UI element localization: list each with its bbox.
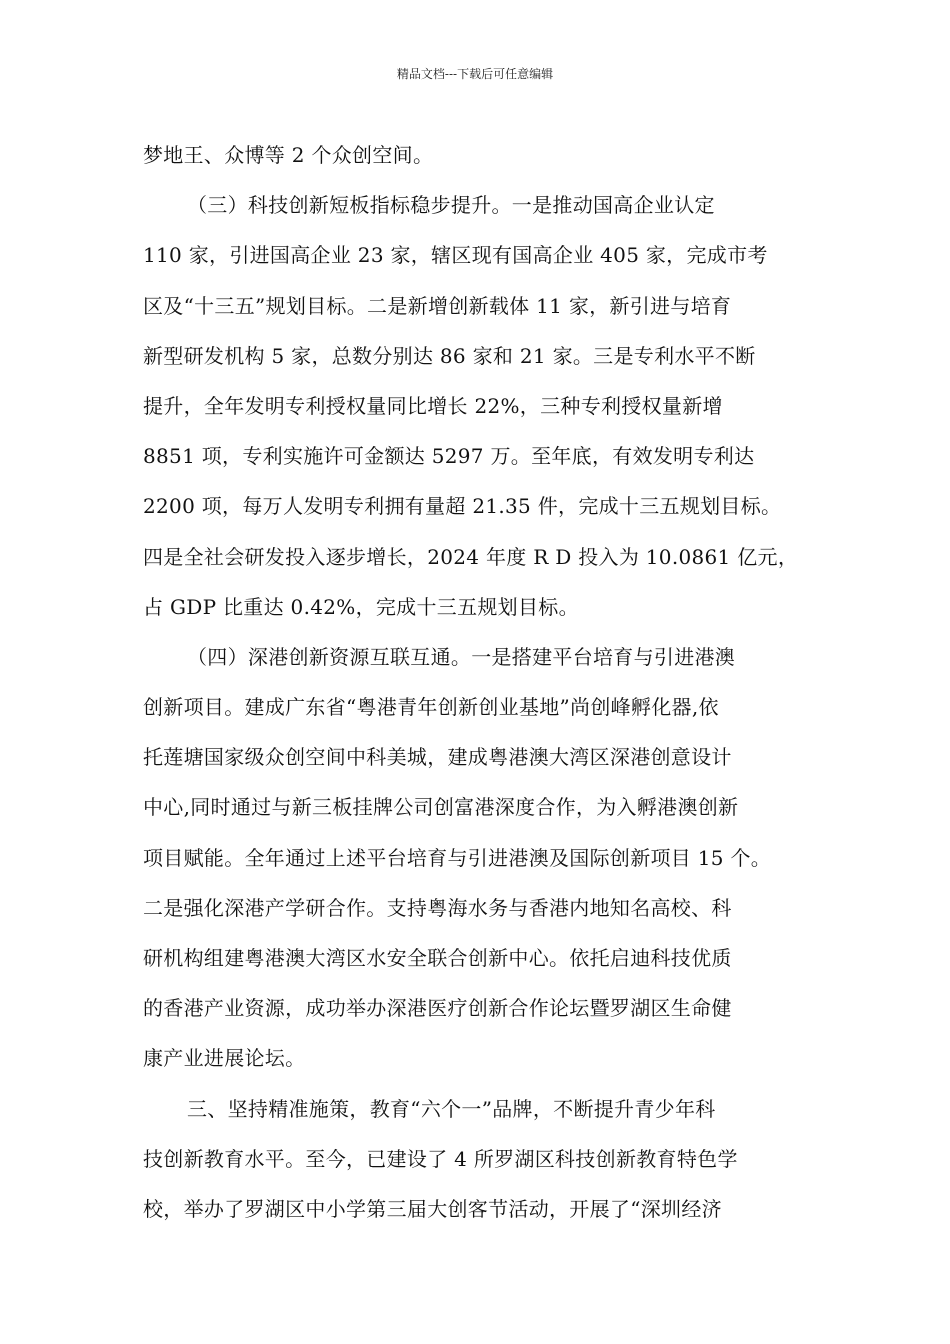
text-line: 项目赋能。全年通过上述平台培育与引进港澳及国际创新项目 15 个。: [143, 845, 772, 870]
text-line: 提升，全年发明专利授权量同比增长 22%，三种专利授权量新增: [143, 393, 723, 418]
text-line: （三）科技创新短板指标稳步提升。一是推动国高企业认定: [187, 193, 715, 218]
text-line: 研机构组建粤港澳大湾区水安全联合创新中心。依托启迪科技优质: [143, 946, 732, 970]
text-line: 新型研发机构 5 家，总数分别达 86 家和 21 家。三是专利水平不断: [143, 343, 756, 368]
text-line: 康产业进展论坛。: [143, 1046, 306, 1071]
text-line: 110 家，引进国高企业 23 家，辖区现有国高企业 405 家，完成市考: [143, 243, 768, 268]
text-line: 托莲塘国家级众创空间中科美城，建成粤港澳大湾区深港创意设计: [143, 745, 732, 770]
document-body: [143, 130, 823, 1234]
text-line: 校，举办了罗湖区中小学第三届大创客节活动，开展了“深圳经济: [143, 1196, 722, 1221]
text-line: （四）深港创新资源互联互通。一是搭建平台培育与引进港澳: [187, 644, 736, 669]
text-line: 创新项目。建成广东省“粤港青年创新创业基地”尚创峰孵化器,依: [143, 695, 719, 720]
text-line: 区及“十三五”规划目标。二是新增创新载体 11 家，新引进与培育: [143, 293, 732, 318]
text-line: 中心,同时通过与新三板挂牌公司创富港深度合作，为入孵港澳创新: [143, 795, 739, 820]
text-line: 技创新教育水平。至今，已建设了 4 所罗湖区科技创新教育特色学: [143, 1146, 738, 1171]
text-line: 二是强化深港产学研合作。支持粤海水务与香港内地知名高校、科: [143, 895, 732, 920]
text-line: 三、坚持精准施策，教育“六个一”品牌，不断提升青少年科: [187, 1096, 716, 1121]
text-line: 2200 项，每万人发明专利拥有量超 21.35 件，完成十三五规划目标。: [143, 494, 782, 519]
text-line: 的香港产业资源，成功举办深港医疗创新合作论坛暨罗湖区生命健: [143, 996, 732, 1021]
text-line: 梦地王、众博等 2 个众创空间。: [143, 143, 434, 167]
text-line: 8851 项，专利实施许可金额达 5297 万。至年底，有效发明专利达: [143, 444, 755, 469]
text-line: 四是全社会研发投入逐步增长，2024 年度 R D 投入为 10.0861 亿元，: [143, 544, 799, 569]
page-header: 精品文档---下载后可任意编辑: [396, 67, 554, 81]
text-line: 占 GDP 比重达 0.42%，完成十三五规划目标。: [143, 594, 579, 619]
